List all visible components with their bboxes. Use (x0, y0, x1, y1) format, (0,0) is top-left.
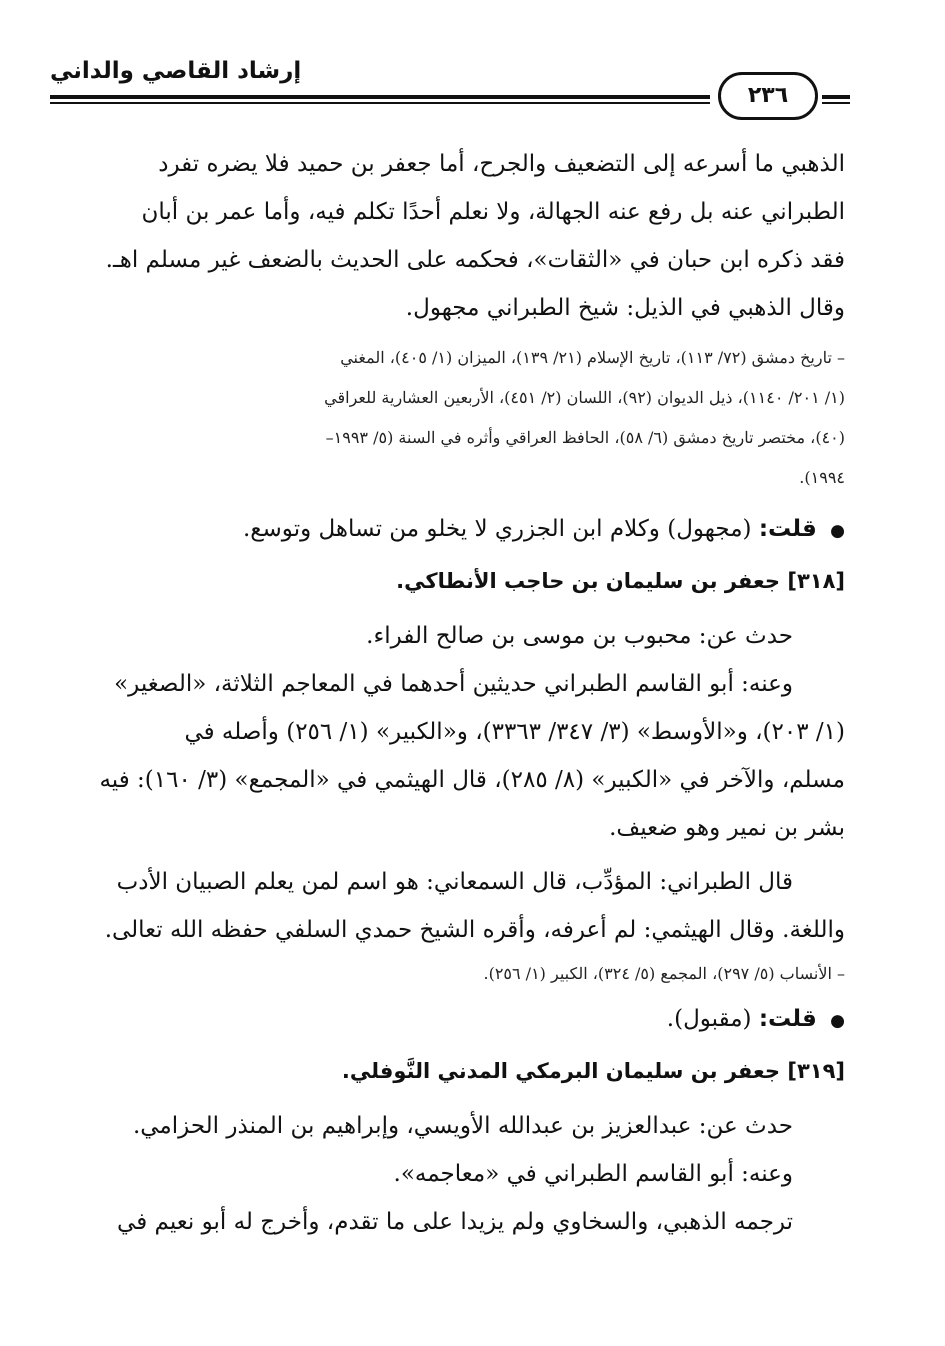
text-line: وعنه: أبو القاسم الطبراني حديثين أحدهما في المعاجم الثلاثة، «الصغير» (114, 671, 793, 697)
text-line: وعنه: أبو القاسم الطبراني في «معاجمه». (393, 1161, 793, 1187)
text-line: الطبراني عنه بل رفع عنه الجهالة، ولا نعلم أحدًا تكلم فيه، وأما عمر بن أبان (141, 199, 845, 225)
verdict-text: (مجهول) وكلام ابن الجزري لا يخلو من تساهل وتوسع. (242, 516, 752, 542)
text-line: قال الطبراني: المؤدِّب، قال السمعاني: هو اسم لمن يعلم الصبيان الأدب (116, 869, 793, 895)
text-line: مسلم، والآخر في «الكبير» (٨/ ٢٨٥)، قال الهيثمي في «المجمع» (٣/ ١٦٠): فيه (99, 767, 845, 793)
footnote-line: (٤٠)، مختصر تاريخ دمشق (٦/ ٥٨)، الحافظ العراقي وأثره في السنة (٥/ ١٩٩٣– (325, 428, 845, 447)
verdict-label: قلت: (758, 516, 817, 542)
page-number-badge: ٢٣٦ (718, 72, 818, 120)
page-body (70, 140, 845, 1246)
header-rule-thick (50, 95, 710, 99)
text-line: حدث عن: عبدالعزيز بن عبدالله الأويسي، وإبراهيم بن المنذر الحزامي. (132, 1113, 793, 1139)
black-circle-icon: ● (830, 521, 845, 541)
header-rule-tail-thin (822, 102, 850, 104)
entry-title-318: [٣١٨] جعفر بن سليمان بن حاجب الأنطاكي. (396, 569, 845, 593)
verdict-line (70, 504, 845, 556)
text-line: وقال الذهبي في الذيل: شيخ الطبراني مجهول. (405, 295, 845, 321)
text-line: الذهبي ما أسرعه إلى التضعيف والجرح، أما جعفر بن حميد فلا يضره تفرد (158, 151, 845, 177)
footnote-line: (١/ ٢٠١/ ١١٤٠)، ذيل الديوان (٩٢)، اللسان (٢/ ٤٥١)، الأربعين العشارية للعراقي (324, 388, 845, 407)
text-line: بشر بن نمير وهو ضعيف. (609, 815, 845, 841)
footnote-line: – تاريخ دمشق (٧٢/ ١١٣)، تاريخ الإسلام (٢١/ ١٣٩)، الميزان (١/ ٤٠٥)، المغني (340, 348, 845, 367)
text-line: (١/ ٢٠٣)، و«الأوسط» (٣/ ٣٤٧/ ٣٣٦٣)، و«الكبير» (١/ ٢٥٦) وأصله في (184, 719, 845, 745)
verdict-label: قلت: (758, 1006, 817, 1032)
text-line: فقد ذكره ابن حبان في «الثقات»، فحكمه على الحديث بالضعف غير مسلم اهـ. (105, 247, 845, 273)
page-header (50, 50, 850, 125)
footnote-line: – الأنساب (٥/ ٢٩٧)، المجمع (٥/ ٣٢٤)، الكبير (١/ ٢٥٦). (483, 964, 845, 983)
black-circle-icon: ● (830, 1011, 845, 1031)
verdict-line (70, 994, 845, 1046)
header-rule-thin (50, 102, 710, 104)
running-title: إرشاد القاصي والداني (50, 58, 302, 84)
entry-title-319: [٣١٩] جعفر بن سليمان البرمكي المدني النَّوفلي. (341, 1059, 845, 1083)
text-line: واللغة. وقال الهيثمي: لم أعرفه، وأقره الشيخ حمدي السلفي حفظه الله تعالى. (104, 917, 845, 943)
header-rule-tail-thick (822, 95, 850, 99)
verdict-text: (مقبول). (666, 1006, 752, 1032)
text-line: حدث عن: محبوب بن موسى بن صالح الفراء. (366, 623, 793, 649)
footnote-line: ١٩٩٤). (799, 468, 845, 487)
text-line: ترجمه الذهبي، والسخاوي ولم يزيدا على ما تقدم، وأخرج له أبو نعيم في (117, 1209, 793, 1235)
